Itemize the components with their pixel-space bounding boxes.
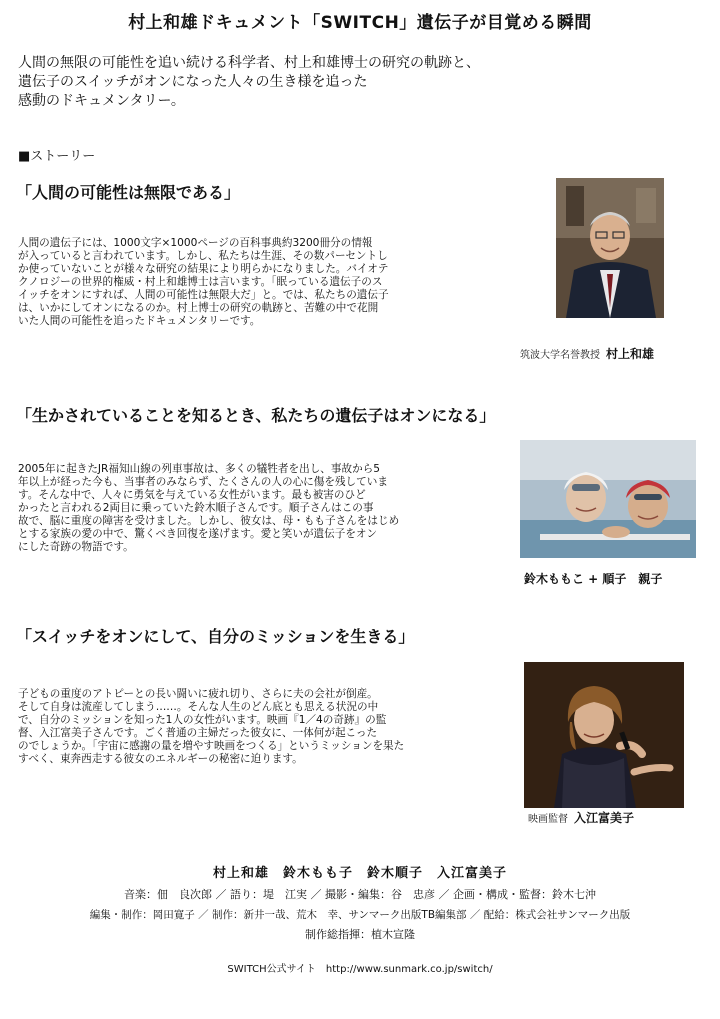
caption-name: 村上和雄 <box>606 347 655 361</box>
body-line: す。そんな中で、人々に勇気を与えている女性がいます。最も被害のひど <box>18 489 366 501</box>
intro-line: 遺伝子のスイッチがオンになった人々の生き様を追った <box>18 74 368 90</box>
body-line: そして自身は流産してしまう……。そんな人生のどん底とも思える状況の中 <box>18 701 379 713</box>
body-line: 年以上が経った今も、当事者のみならず、たくさんの人の心に傷を残していま <box>18 476 388 488</box>
caption-name: 入江富美子 <box>574 811 635 825</box>
section-3-body <box>18 688 508 766</box>
body-line: かったと言われる2両目に乗っていた鈴木順子さんです。順子さんはこの事 <box>18 502 374 514</box>
intro-text <box>18 54 658 111</box>
portrait-murakami-image <box>556 178 664 318</box>
body-line: すべく、東奔西走する彼女のエネルギーの秘密に迫ります。 <box>18 753 303 765</box>
body-line: 人間の遺伝子には、1000文字×1000ページの百科事典約3200冊分の情報 <box>18 237 373 249</box>
section-2-heading: 「生かされていることを知るとき、私たちの遺伝子はオンになる」 <box>16 406 496 425</box>
body-line: のでしょうか。「宇宙に感謝の量を増やす映画をつくる」というミッションを果た <box>18 740 405 752</box>
section-2-body <box>18 463 508 554</box>
body-line: で、自分のミッションを知った1人の女性がいます。映画『1／4の奇跡』の監 <box>18 714 387 726</box>
caption-title: 筑波大学名誉教授 <box>520 350 600 361</box>
section-3-heading: 「スイッチをオンにして、自分のミッションを生きる」 <box>16 627 415 646</box>
body-line: イッチをオンにすれば、人間の可能性は無限大だ」と。では、私たちの遺伝子 <box>18 289 389 301</box>
portrait-irie-image <box>524 662 684 808</box>
portrait-photo-irie <box>524 662 684 808</box>
official-site-link[interactable]: SWITCH公式サイト http://www.sunmark.co.jp/switch/ <box>227 964 493 975</box>
intro-line: 人間の無限の可能性を追い続ける科学者、村上和雄博士の研究の軌跡と、 <box>18 55 480 71</box>
swim-photo-suzuki <box>520 440 696 558</box>
section-2-caption: 鈴木ももこ + 順子 親子 <box>524 572 663 586</box>
cast-names: 村上和雄 鈴木もも子 鈴木順子 入江富美子 <box>212 866 507 881</box>
credits-line-1: 音楽：佃 良次郎 ／ 語り：堤 江実 ／ 撮影・編集：谷 忠彦 ／ 企画・構成・監督：鈴木七沖 <box>124 888 596 901</box>
body-line: は、いかにしてオンになるのか。村上博士の研究の軌跡と、苦難の中で花開 <box>18 302 379 314</box>
credits-line-3: 制作総指揮：植木宣隆 <box>305 928 415 941</box>
swim-suzuki-image <box>520 440 696 558</box>
section-3-caption <box>528 809 634 826</box>
body-line: いた人間の可能性を追ったドキュメンタリーです。 <box>18 315 261 327</box>
portrait-photo-murakami <box>556 178 664 318</box>
caption-title: 映画監督 <box>528 814 568 825</box>
body-line: とする家族の愛の中で、驚くべき回復を遂げます。愛と笑いが遺伝子をオン <box>18 528 378 540</box>
story-label: ■ストーリー <box>18 149 96 164</box>
body-line: 子どもの重度のアトピーとの長い闘いに疲れ切り、さらに夫の会社が倒産。 <box>18 688 378 700</box>
body-line: が入っていると言われています。しかし、私たちは生涯、その数パーセントし <box>18 250 388 262</box>
body-line: 2005年に起きたJR福知山線の列車事故は、多くの犠牲者を出し、事故から5 <box>18 463 380 475</box>
section-1-body <box>18 237 488 328</box>
intro-line: 感動のドキュメンタリー。 <box>18 93 185 109</box>
body-line: 故で、脳に重度の障害を受けました。しかし、彼女は、母・もも子さんをはじめ <box>18 515 400 527</box>
credits-line-2: 編集・制作：岡田寛子 ／ 制作：新井一哉、荒木 幸、サンマーク出版TB編集部 ／ 配給：株式会社サンマーク出版 <box>89 909 631 921</box>
body-line: にした奇跡の物語です。 <box>18 541 134 553</box>
body-line: クノロジーの世界的権威・村上和雄博士は言います。「眠っている遺伝子のス <box>18 276 383 288</box>
section-1-caption <box>520 345 654 362</box>
section-1-heading: 「人間の可能性は無限である」 <box>16 183 241 202</box>
body-line: か使っていないことが様々な研究の結果により明らかになりました。バイオテ <box>18 263 389 275</box>
page-title: 村上和雄ドキュメント「SWITCH」遺伝子が目覚める瞬間 <box>128 13 592 33</box>
body-line: 督、入江富美子さんです。ごく普通の主婦だった彼女に、一体何が起こった <box>18 727 378 739</box>
